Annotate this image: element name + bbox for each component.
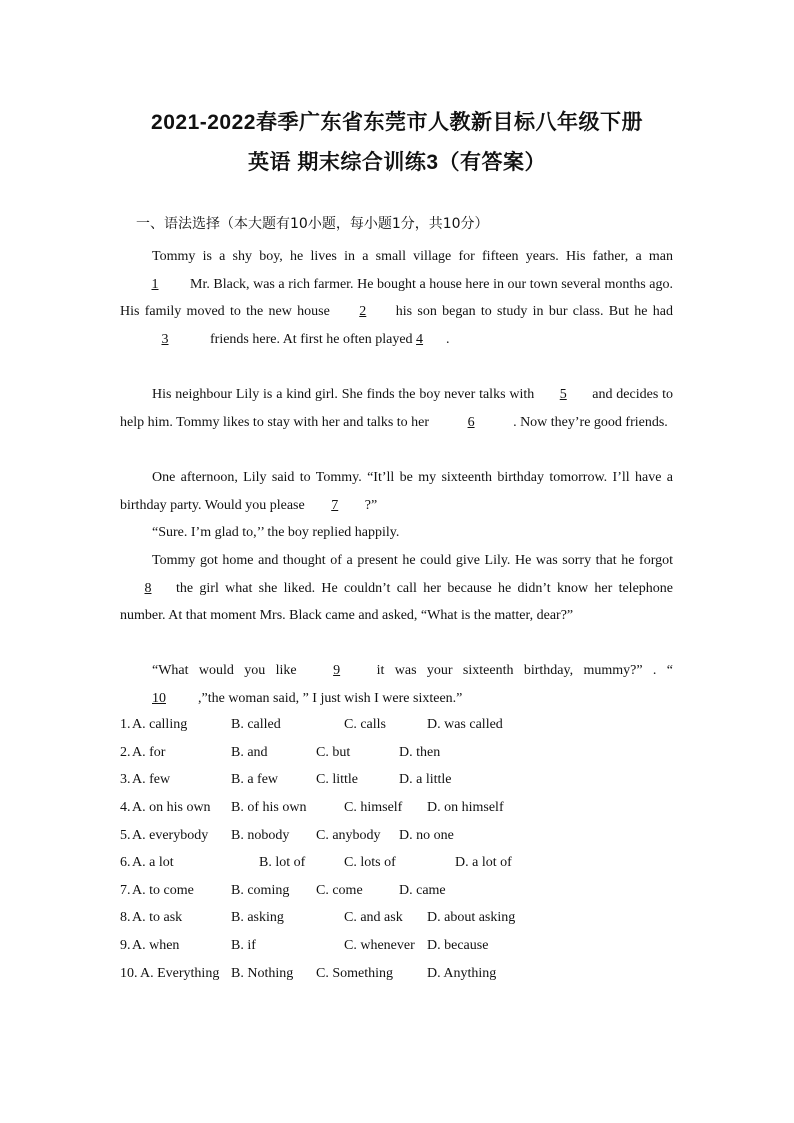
option-c: C. whenever	[344, 938, 415, 953]
question-number: 4.	[120, 800, 131, 815]
option-row	[120, 772, 680, 792]
passage-paragraph-1: Tommy is a shy boy, he lives in a small village for fifteen years. His father, a man1 Mr. Black, was a rich farmer. He bought a house here in our town several months ago. His family moved to the new house 2 his son began to study in bur class. But he had3 friends here. At first he often played 4 .	[120, 243, 673, 354]
option-d: D. because	[427, 938, 489, 953]
option-d: D. Anything	[427, 966, 497, 981]
option-a: A. to ask	[132, 910, 183, 925]
blank-9: 9	[333, 663, 341, 678]
option-a: A. on his own	[132, 800, 211, 815]
option-c: C. himself	[344, 800, 403, 815]
option-b: B. of his own	[231, 800, 307, 815]
option-a: A. Everything	[140, 966, 220, 981]
option-c: C. and ask	[344, 910, 403, 925]
question-number: 5.	[120, 828, 131, 843]
option-a: A. when	[132, 938, 180, 953]
option-c: C. lots of	[344, 855, 396, 870]
option-d: D. a little	[399, 772, 452, 787]
blank-2: 2	[359, 304, 367, 320]
question-number: 7.	[120, 883, 131, 898]
option-a: A. few	[132, 772, 171, 787]
option-d: D. no one	[399, 828, 454, 843]
option-row	[120, 938, 680, 958]
option-c: C. calls	[344, 717, 386, 732]
passage-paragraph-3: One afternoon, Lily said to Tommy. “It’ll be my sixteenth birthday tomorrow. I’ll have a birthday party. Would you please 7 ?”	[120, 464, 673, 519]
option-b: B. lot of	[259, 855, 306, 870]
document-title-line-2: 英语 期末综合训练3（有答案）	[247, 151, 546, 174]
passage-paragraph-6: “What would you like 9 it was your sixteenth birthday, mummy?” . “10 ,”the woman said, ” I just wish I were sixteen.”	[120, 657, 673, 712]
option-row	[120, 717, 680, 737]
option-d: D. came	[399, 883, 446, 898]
option-b: B. nobody	[231, 828, 290, 843]
option-c: C. Something	[316, 966, 394, 981]
option-row	[120, 745, 680, 765]
document-title-line-1: 2021-2022春季广东省东莞市人教新目标八年级下册	[151, 111, 643, 134]
option-b: B. called	[231, 717, 281, 732]
option-row	[120, 828, 680, 848]
question-number: 6.	[120, 855, 131, 870]
option-c: C. little	[316, 772, 358, 787]
option-a: A. a lot	[132, 855, 174, 870]
option-d: D. about asking	[427, 910, 516, 925]
blank-3: 3	[161, 332, 169, 348]
passage-paragraph-4: “Sure. I’m glad to,’’ the boy replied happily.	[152, 525, 400, 540]
option-c: C. anybody	[316, 828, 381, 843]
option-a: A. calling	[132, 717, 188, 732]
passage-paragraph-2: His neighbour Lily is a kind girl. She finds the boy never talks with 5 and decides to help him. Tommy likes to stay with her and talks to her 6 . Now they’re good friends.	[120, 381, 673, 436]
option-b: B. Nothing	[231, 966, 294, 981]
option-row	[120, 883, 680, 903]
option-d: D. then	[399, 745, 441, 760]
option-a: A. everybody	[132, 828, 209, 843]
blank-8: 8	[144, 580, 152, 596]
section-heading: 一、语法选择（本大题有10小题，每小题1分，共10分）	[136, 216, 489, 232]
blank-4: 4	[416, 332, 424, 348]
option-row	[120, 855, 680, 875]
option-d: D. was called	[427, 717, 503, 732]
blank-5: 5	[559, 387, 567, 402]
option-b: B. if	[231, 938, 256, 953]
option-d: D. a lot of	[455, 855, 512, 870]
blank-10: 10	[152, 690, 166, 706]
question-number: 10.	[120, 966, 138, 981]
option-b: B. and	[231, 745, 268, 760]
option-b: B. asking	[231, 910, 284, 925]
question-number: 9.	[120, 938, 131, 953]
option-b: B. a few	[231, 772, 279, 787]
blank-6: 6	[467, 414, 475, 430]
option-row	[120, 910, 680, 930]
passage-paragraph-5: Tommy got home and thought of a present he could give Lily. He was sorry that he forgot8 the girl what she liked. He couldn’t call her because he didn’t know her telephone number. At that moment Mrs. Black came and asked, “What is the matter, dear?”	[120, 553, 673, 624]
question-number: 1.	[120, 717, 131, 732]
question-number: 3.	[120, 772, 131, 787]
blank-7: 7	[331, 497, 339, 513]
option-c: C. but	[316, 745, 351, 760]
option-d: D. on himself	[427, 800, 504, 815]
option-row	[120, 800, 680, 820]
question-number: 8.	[120, 910, 131, 925]
option-a: A. for	[132, 745, 166, 760]
option-row	[120, 966, 680, 986]
option-a: A. to come	[132, 883, 194, 898]
option-c: C. come	[316, 883, 363, 898]
option-b: B. coming	[231, 883, 290, 898]
question-number: 2.	[120, 745, 131, 760]
blank-1: 1	[151, 276, 159, 292]
